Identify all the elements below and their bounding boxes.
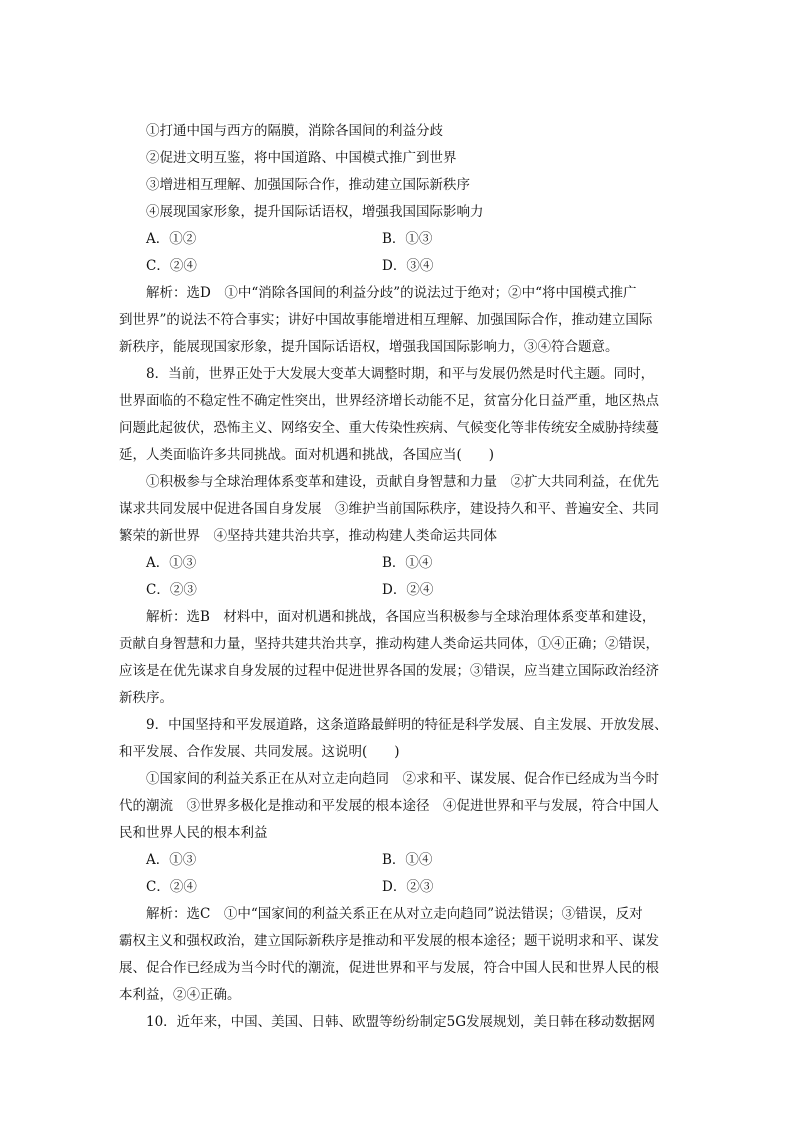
options-row-2 (119, 253, 677, 280)
option-b: B．①③ (382, 231, 433, 247)
options-row-1 (119, 226, 677, 253)
option-b: B．①④ (382, 555, 433, 571)
statement-3: ③增进相互理解、加强国际合作，推动建立国际新秩序 (146, 177, 470, 193)
question-9 (119, 712, 677, 1009)
analysis-line-3: 新秩序，能展现国家形象，提升国际话语权，增强我国国际影响力，③④符合题意。 (119, 339, 619, 355)
statements-line-2: 谋求共同发展中促进各国自身发展 ③维护当前国际秩序，建设持久和平、普遍安全、共同 (119, 501, 659, 517)
analysis-line-4: 本利益，②④正确。 (119, 987, 241, 1003)
options-row-1 (119, 550, 677, 577)
options-row-2 (119, 577, 677, 604)
option-d: D．②③ (382, 879, 434, 895)
stem-line-3: 问题此起彼伏，恐怖主义、网络安全、重大传染性疾病、气候变化等非传统安全威胁持续蔓 (119, 420, 659, 436)
option-a: A．①② (146, 231, 197, 247)
stem-line-2: 世界面临的不稳定性不确定性突出，世界经济增长动能不足，贫富分化日益严重，地区热点 (119, 393, 659, 409)
option-a: A．①③ (146, 555, 197, 571)
stem-line-4: 延，人类面临许多共同挑战。面对机遇和挑战，各国应当( ) (119, 447, 495, 463)
analysis-line-4: 新秩序。 (119, 690, 173, 706)
statements-line-1: ①积极参与全球治理体系变革和建设，贡献自身智慧和力量 ②扩大共同利益，在优先 (146, 474, 659, 490)
statement-1: ①打通中国与西方的隔膜，消除各国间的利益分歧 (146, 123, 443, 139)
stem-line-1: 9．中国坚持和平发展道路，这条道路最鲜明的特征是科学发展、自主发展、开放发展、 (146, 717, 668, 733)
statements-line-1: ①国家间的利益关系正在从对立走向趋同 ②求和平、谋发展、促合作已经成为当今时 (146, 771, 659, 787)
analysis-line-2: 到世界”的说法不符合事实；讲好中国故事能增进相互理解、加强国际合作，推动建立国际 (119, 312, 653, 328)
analysis-line-2: 贡献自身智慧和力量，坚持共建共治共享，推动构建人类命运共同体，①④正确；②错误， (119, 636, 659, 652)
statement-2: ②促进文明互鉴，将中国道路、中国模式推广到世界 (146, 150, 457, 166)
option-b: B．①④ (382, 852, 433, 868)
analysis-line-1: 解析：选C ①中“国家间的利益关系正在从对立走向趋同”说法错误；③错误，反对 (146, 906, 643, 922)
analysis-line-2: 霸权主义和强权政治，建立国际新秩序是推动和平发展的根本途径；题干说明求和平、谋发 (119, 933, 659, 949)
option-c: C．②④ (146, 258, 197, 274)
option-d: D．②④ (382, 582, 434, 598)
option-a: A．①③ (146, 852, 197, 868)
option-c: C．②③ (146, 582, 197, 598)
analysis-line-3: 展、促合作已经成为当今时代的潮流，促进世界和平与发展，符合中国人民和世界人民的根 (119, 960, 659, 976)
stem-line-2: 和平发展、合作发展、共同发展。这说明( ) (119, 744, 400, 760)
option-c: C．②④ (146, 879, 197, 895)
statements-line-3: 繁荣的新世界 ④坚持共建共治共享，推动构建人类命运共同体 (119, 528, 497, 544)
stem-line-1: 10．近年来，中国、美国、日韩、欧盟等纷纷制定5G发展规划，美日韩在移动数据网 (146, 1014, 656, 1030)
statements-line-2: 代的潮流 ③世界多极化是推动和平发展的根本途径 ④促进世界和平与发展，符合中国人 (119, 798, 659, 814)
question-8 (119, 361, 677, 712)
option-d: D．③④ (382, 258, 434, 274)
stem-line-1: 8．当前，世界正处于大发展大变革大调整时期，和平与发展仍然是时代主题。同时， (146, 366, 655, 382)
options-row-1 (119, 847, 677, 874)
analysis-line-3: 应该是在优先谋求自身发展的过程中促进世界各国的发展；③错误，应当建立国际政治经济 (119, 663, 659, 679)
document-page (119, 118, 677, 1036)
analysis-line-1: 解析：选D ①中“消除各国间的利益分歧”的说法过于绝对；②中“将中国模式推广 (146, 285, 637, 301)
question-7 (119, 118, 677, 361)
analysis-line-1: 解析：选B 材料中，面对机遇和挑战，各国应当积极参与全球治理体系变革和建设， (146, 609, 656, 625)
statement-4: ④展现国家形象，提升国际话语权，增强我国国际影响力 (146, 204, 484, 220)
statements-line-3: 民和世界人民的根本利益 (119, 825, 268, 841)
options-row-2 (119, 874, 677, 901)
question-10 (119, 1009, 677, 1036)
